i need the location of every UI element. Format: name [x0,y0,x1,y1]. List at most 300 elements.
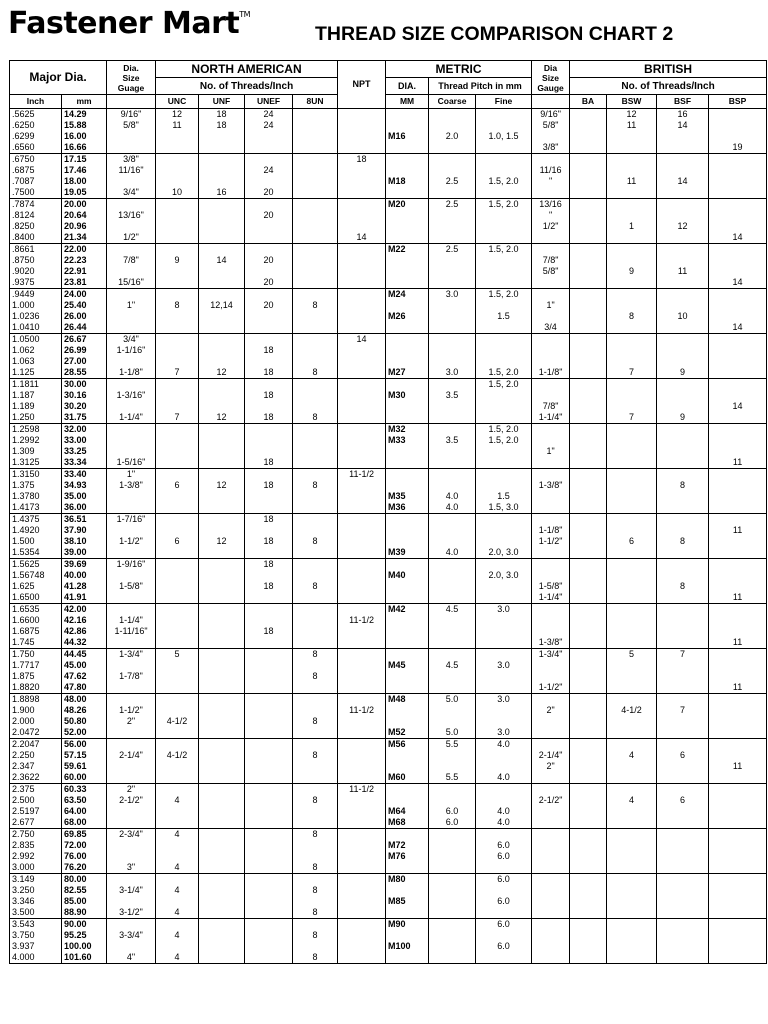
cell-line: 1-3/4" [538,649,563,659]
cell-bsf [657,334,709,379]
cell-line [201,615,242,626]
cell-unef [245,694,293,739]
cell-line [478,761,529,772]
cell-line [158,165,196,176]
cell-line: 12 [626,109,637,119]
cell-bsp [709,829,767,874]
cell-line [609,682,654,693]
cell-line [201,851,242,862]
cell-line [388,379,426,390]
cell-line: 60.33 [64,784,87,794]
cell-line: 7 [629,367,635,377]
cell-line: 8 [680,480,686,490]
cell-line [340,637,383,648]
cell-line [478,930,529,941]
cell-line: 1.7717 [12,660,40,670]
cell-bgauge [532,154,570,199]
cell-npt [338,649,386,694]
cell-line: 1.750 [12,649,35,659]
cell-line [711,705,764,716]
cell-bgauge [532,784,570,829]
cell-line [340,761,383,772]
table-row [10,874,767,919]
cell-line: .5625 [12,109,35,119]
cell-line [478,525,529,536]
cell-line [659,322,706,333]
cell-line: 1.0500 [12,334,40,344]
cell-line [609,660,654,671]
cell-line [340,952,383,963]
cell-line [478,210,529,221]
cell-line: 19 [732,142,743,152]
cell-line [659,761,706,772]
cell-line: 40.00 [64,570,87,580]
cell-line [340,109,383,120]
cell-line: 1.5 [497,311,510,321]
cell-line: M32 [388,424,406,434]
cell-line [534,660,567,671]
cell-line: 18 [356,154,367,164]
cell-line: 18 [263,367,274,377]
cell-line [431,862,473,873]
cell-line [711,896,764,907]
cell-line [711,469,764,480]
cell-line: 18 [263,626,274,636]
cell-line [340,907,383,918]
cell-line [534,851,567,862]
cell-line: 1.900 [12,705,35,715]
cell-line: M52 [388,727,406,737]
cell-fine [476,649,532,694]
cell-line [534,862,567,873]
cell-line [609,154,654,165]
table-row [10,559,767,604]
cell-ba [570,784,607,829]
cell-line [201,604,242,615]
cell-line [711,154,764,165]
cell-line [388,345,426,356]
cell-line [478,457,529,468]
cell-line [572,761,604,772]
cell-unc [156,334,199,379]
cell-inch [10,604,62,649]
cell-line [388,649,426,660]
cell-line: 8 [312,829,318,839]
cell-line: 3-1/4" [119,885,143,895]
cell-line: 4 [174,930,180,940]
cell-line [572,480,604,491]
cell-npt [338,379,386,424]
cell-gauge [107,919,156,964]
cell-line [431,559,473,570]
cell-bsp [709,244,767,289]
cell-bsw [607,829,657,874]
cell-line: 1.062 [12,345,35,355]
cell-line: 1.745 [12,637,35,647]
cell-line [388,671,426,682]
cell-bsf [657,424,709,469]
cell-mm [62,154,107,199]
cell-line: 1" [126,300,136,310]
cell-line [572,435,604,446]
cell-line [431,142,473,153]
cell-line: 100.00 [64,941,92,951]
cell-bsp [709,739,767,784]
cell-line [201,874,242,885]
cell-line: 3.0 [445,289,459,299]
cell-line [572,536,604,547]
cell-line: 1-1/8" [538,367,563,377]
cell-line [388,401,426,412]
cell-line [158,142,196,153]
cell-mdia [386,604,429,649]
table-row [10,694,767,739]
cell-line [340,266,383,277]
cell-line: 3.5 [445,435,459,445]
cell-unf [199,694,245,739]
cell-line: 6 [629,536,635,546]
cell-line: 9 [629,266,635,276]
cell-line [711,660,764,671]
cell-line: 4 [174,862,180,872]
cell-line [572,694,604,705]
cell-line [478,390,529,401]
cell-line: .6750 [12,154,35,164]
cell-bgauge [532,379,570,424]
cell-line [659,716,706,727]
cell-line: 1-1/16" [116,345,146,355]
cell-line [609,829,654,840]
cell-line: 5.0 [445,727,459,737]
cell-line [158,559,196,570]
cell-mm [62,244,107,289]
cell-line [478,581,529,592]
cell-line [659,570,706,581]
cell-fine [476,559,532,604]
cell-line: 1-3/8" [538,637,563,647]
british-dia-size-gauge-header: Dia Size Gauge [532,61,570,95]
cell-line [711,210,764,221]
cell-bsp [709,874,767,919]
cell-line [478,221,529,232]
cell-mdia [386,334,429,379]
cell-unc [156,694,199,739]
cell-line [534,739,567,750]
cell-unf [199,109,245,154]
cell-line: 16 [216,187,227,197]
cell-line [158,131,196,142]
cell-line: 3" [126,862,136,872]
cell-line [609,784,654,795]
cell-unef [245,649,293,694]
cell-line [340,322,383,333]
cell-mm [62,919,107,964]
cell-line: 76.00 [64,851,87,861]
cell-line [340,727,383,738]
cell-coarse [429,604,476,649]
cell-line: 11 [732,682,743,692]
cell-line: 1.0, 1.5 [488,131,519,141]
cell-line: 2-1/2" [119,795,143,805]
cell-unf [199,739,245,784]
cell-npt [338,334,386,379]
cell-line [295,379,335,390]
unf-header: UNF [199,95,245,109]
cell-line [158,941,196,952]
cell-line: 101.60 [64,952,92,962]
cell-line: 42.16 [64,615,87,625]
cell-line [478,446,529,457]
cell-line [158,919,196,930]
cell-line: 8 [312,862,318,872]
cell-line: 4.5 [445,604,459,614]
cell-line: 14 [356,334,367,344]
cell-line [247,356,290,367]
cell-line [388,300,426,311]
cell-line [340,289,383,300]
cell-line [109,491,153,502]
cell-line [295,311,335,322]
cell-mdia [386,784,429,829]
cell-line [247,829,290,840]
cell-un8 [293,919,338,964]
cell-line: 4 [174,795,180,805]
cell-gauge [107,154,156,199]
cell-line [158,424,196,435]
cell-line: 4" [126,952,136,962]
cell-line [158,626,196,637]
cell-line: M40 [388,570,406,580]
cell-line: 1-1/4" [119,615,143,625]
cell-bgauge [532,739,570,784]
cell-ba [570,694,607,739]
cell-line: 50.80 [64,716,87,726]
cell-line: 48.26 [64,705,87,715]
cell-line [572,244,604,255]
cell-line: 11 [732,637,743,647]
cell-line: 16.00 [64,131,87,141]
cell-line [609,739,654,750]
cell-line [478,626,529,637]
cell-line [659,637,706,648]
cell-line [711,255,764,266]
cell-line [295,289,335,300]
cell-line: M56 [388,739,406,749]
cell-line: .9020 [12,266,35,276]
cell-line [572,345,604,356]
cell-bsp [709,694,767,739]
cell-bsp [709,334,767,379]
cell-ba [570,424,607,469]
cell-line [659,930,706,941]
cell-line: .8124 [12,210,35,220]
cell-unf [199,244,245,289]
cell-bsw [607,334,657,379]
cell-line: " [548,210,553,220]
cell-line [609,817,654,828]
cell-line: 11 [732,457,743,467]
cell-bsp [709,649,767,694]
cell-npt [338,559,386,604]
cell-line: 56.00 [64,739,87,749]
cell-line [340,930,383,941]
cell-line [572,311,604,322]
cell-line [534,131,567,142]
cell-line [295,277,335,288]
cell-un8 [293,334,338,379]
cell-line: M72 [388,840,406,850]
cell-line [659,682,706,693]
cell-line [109,424,153,435]
cell-gauge [107,559,156,604]
cell-line [295,435,335,446]
cell-line [431,401,473,412]
cell-unef [245,154,293,199]
cell-line [572,806,604,817]
cell-line: 26.99 [64,345,87,355]
cell-line [609,435,654,446]
cell-line [534,626,567,637]
cell-line [295,176,335,187]
cell-line: 3.000 [12,862,35,872]
cell-line [295,896,335,907]
cell-line: 16 [677,109,688,119]
cell-line [158,896,196,907]
cell-gauge [107,829,156,874]
cell-gauge [107,784,156,829]
cell-line [609,379,654,390]
cell-line [201,502,242,513]
cell-bgauge [532,289,570,334]
cell-line [340,716,383,727]
cell-line: 1.6535 [12,604,40,614]
cell-line [609,941,654,952]
cell-line [340,142,383,153]
metric-mm-header: MM [386,95,429,109]
cell-inch [10,649,62,694]
cell-inch [10,559,62,604]
cell-line [431,300,473,311]
cell-line [247,604,290,615]
cell-line [247,491,290,502]
cell-line [711,727,764,738]
cell-line: 4.0 [497,806,510,816]
cell-line [201,952,242,963]
cell-line [659,424,706,435]
cell-line [295,424,335,435]
cell-bsw [607,469,657,514]
cell-line: 7/8" [123,255,139,265]
cell-coarse [429,874,476,919]
cell-line [340,491,383,502]
cell-line: 8 [312,716,318,726]
cell-line [109,244,153,255]
cell-line [109,682,153,693]
cell-line [295,694,335,705]
cell-line [431,514,473,525]
cell-line [711,131,764,142]
cell-line [711,187,764,198]
cell-line: 8 [312,536,318,546]
cell-line [247,739,290,750]
cell-line [109,322,153,333]
cell-bsp [709,424,767,469]
cell-line: 12 [216,480,227,490]
cell-line [109,176,153,187]
cell-line [659,491,706,502]
cell-unf [199,514,245,559]
cell-line: M45 [388,660,406,670]
cell-line: 44.45 [64,649,87,659]
cell-mdia [386,919,429,964]
cell-line [201,660,242,671]
cell-line: 6.0 [497,874,510,884]
cell-line: 1.375 [12,480,35,490]
cell-line [158,874,196,885]
cell-line: 1.189 [12,401,35,411]
cell-line [201,626,242,637]
cell-unc [156,739,199,784]
cell-line [609,322,654,333]
cell-line [478,862,529,873]
cell-line [711,176,764,187]
cell-line: 3.0 [497,660,510,670]
cell-bgauge [532,694,570,739]
cell-line: M18 [388,176,406,186]
cell-line: 5 [629,649,635,659]
unef-header: UNEF [245,95,293,109]
cell-unef [245,469,293,514]
cell-line: 5/8" [542,120,559,130]
cell-line: 18 [263,345,274,355]
cell-line [388,885,426,896]
cell-gauge [107,199,156,244]
cell-line: 5.5 [445,772,459,782]
cell-line [201,469,242,480]
cell-line [572,334,604,345]
cell-line [478,142,529,153]
cell-line [534,345,567,356]
cell-line: 22.91 [64,266,87,276]
cell-line: 1-1/8" [119,367,143,377]
cell-ba [570,109,607,154]
cell-bsw [607,559,657,604]
cell-line [247,435,290,446]
cell-line: .7500 [12,187,35,197]
cell-line: 20.64 [64,210,87,220]
cell-line [711,930,764,941]
cell-line [158,592,196,603]
cell-line: 1-7/16" [116,514,146,524]
cell-line [609,401,654,412]
cell-ba [570,739,607,784]
cell-line [478,469,529,480]
cell-mm [62,649,107,694]
cell-bsw [607,694,657,739]
table-row [10,289,767,334]
cell-line: .7087 [12,176,35,186]
cell-line [711,626,764,637]
cell-unef [245,424,293,469]
cell-line [478,277,529,288]
cell-line: 6.0 [497,941,510,951]
cell-line [659,604,706,615]
cell-unef [245,604,293,649]
cell-line [572,829,604,840]
cell-line [109,637,153,648]
cell-line [431,671,473,682]
cell-line [158,277,196,288]
